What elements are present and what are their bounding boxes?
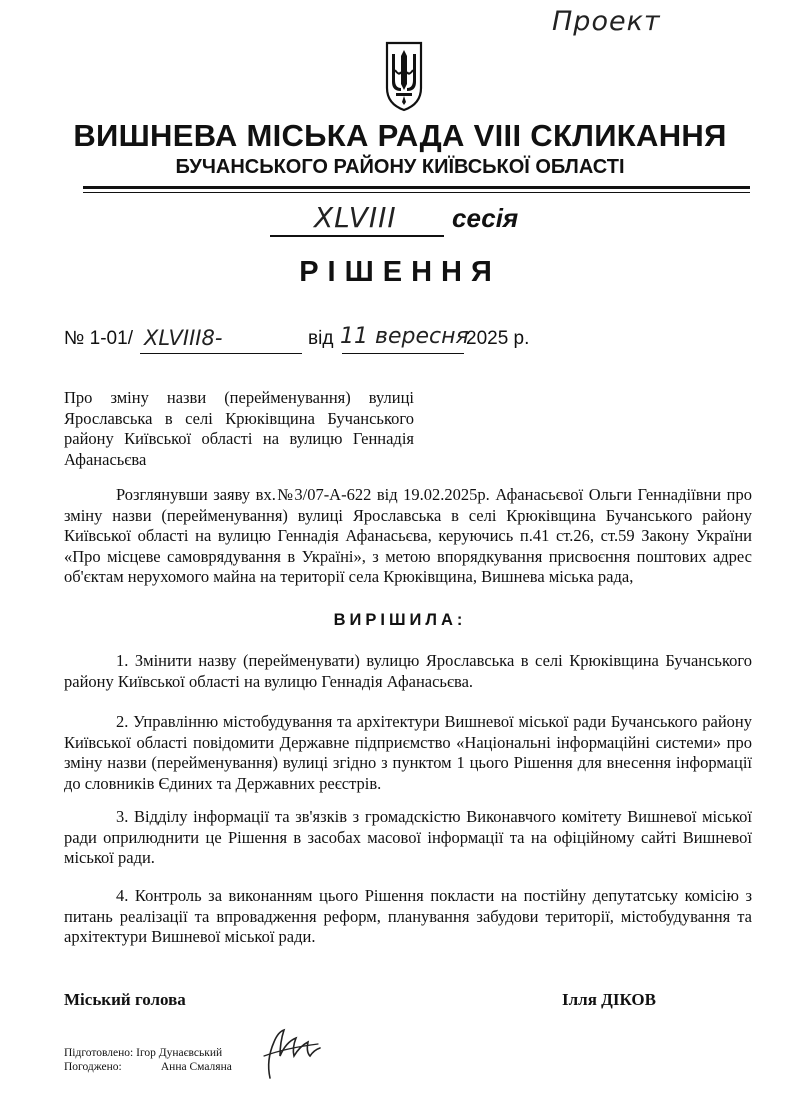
council-title: ВИШНЕВА МІСЬКА РАДА VIII СКЛИКАННЯ (73, 118, 727, 153)
handwritten-signature (256, 1022, 324, 1082)
agreed-row (64, 1060, 232, 1074)
decision-number: XLVIII8- (144, 326, 223, 350)
prepared-label: Підготовлено: (64, 1047, 134, 1059)
prepared-name: Ігор Дунаєвський (136, 1047, 223, 1059)
decision-item-1: 1. Змінити назву (перейменувати) вулицю Ярославська в селі Крюківщина Бучанського району Київської області на вулицю Геннадія Афанасьєва. (64, 651, 752, 691)
decision-number-prefix: № 1-01/ (64, 328, 133, 349)
decision-item-4: 4. Контроль за виконанням цього Рішення покласти на постійну депутатську комісію з питань реалізації та впровадження реформ, планування забудови території, містобудування та архітектури Вишневої міської ради. (64, 886, 752, 946)
date-preposition: від (308, 328, 334, 349)
agreed-label: Погоджено: (64, 1061, 122, 1073)
trident-coat-of-arms-icon (384, 40, 424, 112)
preparation-block (64, 1046, 232, 1074)
agreed-name: Анна Смаляна (160, 1061, 232, 1073)
signatory-name: Ілля ДІКОВ (562, 990, 656, 1009)
decision-item-3: 3. Відділу інформації та зв'язків з громадскістю Виконавчого комітету Вишневої міської ради оприлюднити це Рішення в засобах масової інформації та на офіційному сайті Вишневої міської ради. (64, 807, 752, 867)
session-number-underline (270, 235, 444, 237)
session-number: XLVIII (314, 201, 397, 234)
document-type-title: РІШЕННЯ (299, 256, 501, 288)
decision-number-underline (140, 353, 302, 354)
draft-stamp: Проект (552, 6, 661, 37)
decision-date-underline (342, 353, 464, 354)
decision-year: 2025 р. (466, 328, 530, 349)
decision-subject: Про зміну назви (перейменування) вулиці Ярославська в селі Крюківщина Бучанського району Київської області на вулицю Геннадія Афанасьєва (64, 388, 414, 469)
header-rule-thick (83, 186, 750, 189)
resolved-heading: ВИРІШИЛА: (333, 611, 467, 629)
signatory-role: Міський голова (64, 990, 186, 1009)
decision-item-2: 2. Управлінню містобудування та архітектури Вишневої міської ради Бучанського району Київської області повідомити Державне підприємство «Національні інформаційні системи» про зміну назви (перейменування) вулиці згідно з пунктом 1 цього Рішення для внесення інформації до словників Єдиних та Державних реєстрів. (64, 712, 752, 793)
decision-date: 11 вересня (340, 324, 469, 349)
prepared-row (64, 1046, 232, 1060)
session-label: сесія (452, 203, 519, 233)
header-rule-thin (83, 192, 750, 193)
preamble-paragraph: Розглянувши заяву вх.№3/07-А-622 від 19.02.2025р. Афанасьєвої Ольги Геннадіївни про зміну назви (перейменування) вулиці Ярославська в селі Крюківщина Бучанського району Київської області на вулицю Геннадія Афанасьєва, керуючись п.41 ст.26, ст.59 Закону України «Про місцеве самоврядування в Україні», з метою впорядкування присвоєння поштових адрес об'єктам нерухомого майна на території села Крюківщина, Вишнева міська рада, (64, 485, 752, 586)
district-title: БУЧАНСЬКОГО РАЙОНУ КИЇВСЬКОЇ ОБЛАСТІ (175, 156, 625, 178)
